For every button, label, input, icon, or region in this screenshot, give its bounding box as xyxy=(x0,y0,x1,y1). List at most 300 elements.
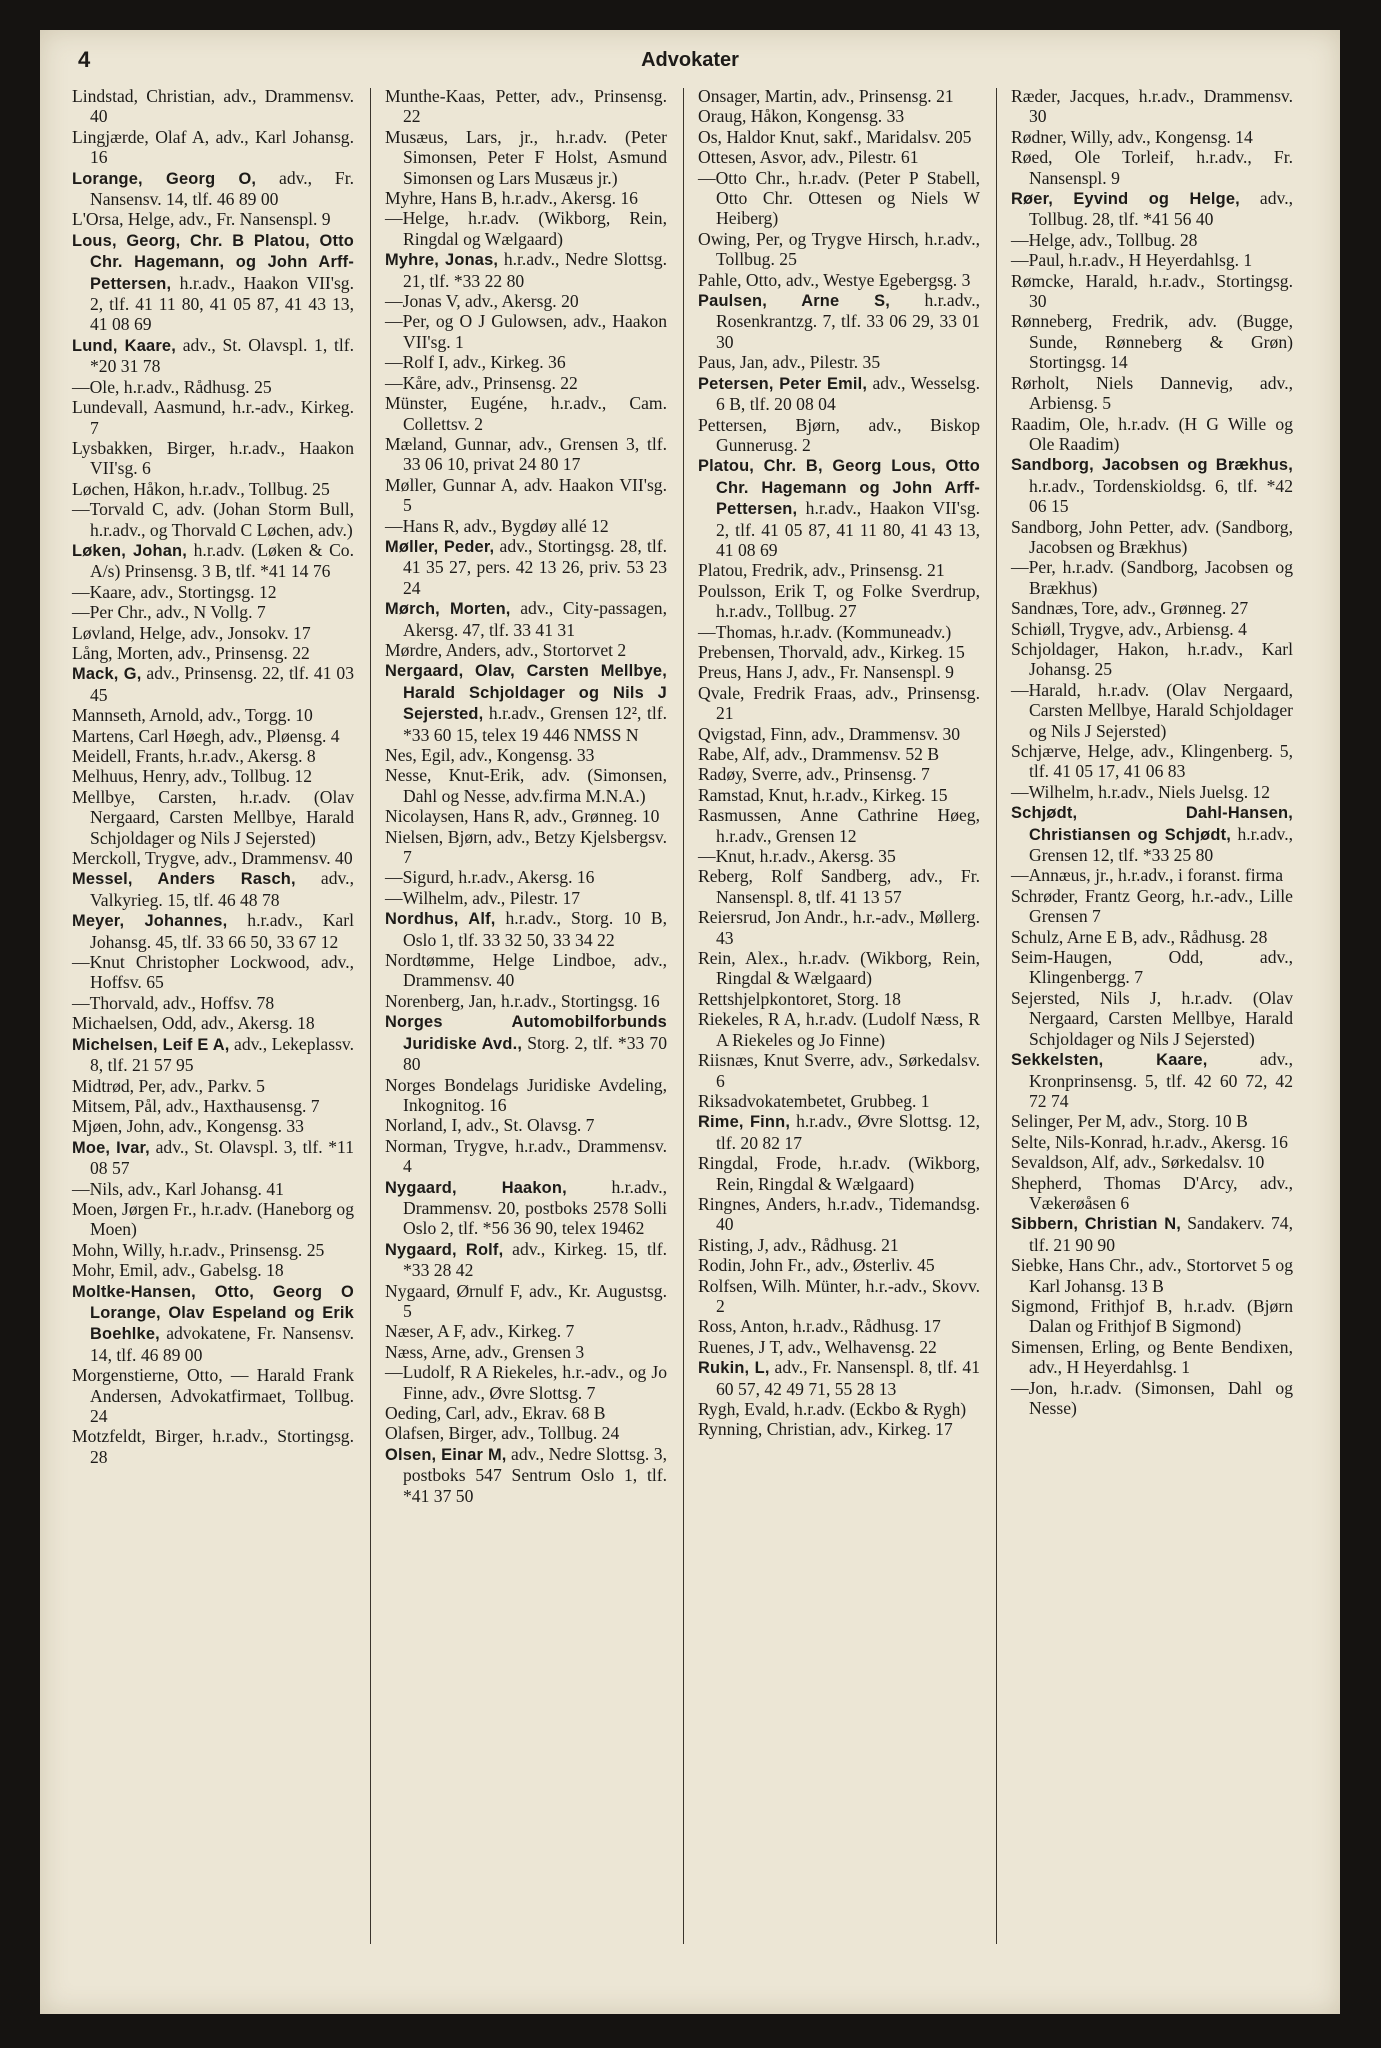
directory-entry xyxy=(698,724,980,744)
entry-name: Møller, Peder, xyxy=(385,537,495,556)
directory-entry xyxy=(72,993,354,1013)
entry-text: Røed, Ole Torleif, h.r.adv., Fr. Nansenspl. 9 xyxy=(1011,147,1293,188)
entry-text: Sandnæs, Tore, adv., Grønneg. 27 xyxy=(1011,598,1249,619)
entry-name: Nergaard, Olav, Carsten Mellbye, Harald Schjoldager og Nils J Sejersted, xyxy=(385,662,667,724)
entry-text: —Knut Christopher Lockwood, adv., Hoffsv. 65 xyxy=(72,952,354,993)
entry-text: Nes, Egil, adv., Kongensg. 33 xyxy=(385,745,595,765)
entry-text: Prebensen, Thorvald, adv., Kirkeg. 15 xyxy=(698,641,965,662)
directory-entry xyxy=(1011,414,1293,455)
entry-text: —Per, h.r.adv. (Sandborg, Jacobsen og Brækhus) xyxy=(1011,557,1293,598)
directory-column-3 xyxy=(698,86,980,1440)
entry-text: —Thorvald, adv., Hoffsv. 78 xyxy=(72,992,275,1013)
directory-entry xyxy=(1011,598,1293,618)
entry-text: Sandakerv. 74, tlf. 21 90 90 xyxy=(1029,1213,1293,1255)
entry-text: Mohn, Willy, h.r.adv., Prinsensg. 25 xyxy=(72,1239,325,1260)
entry-name: Sandborg, Jacobsen og Brækhus, xyxy=(1011,456,1293,475)
entry-text: Oeding, Carl, adv., Ekrav. 68 B xyxy=(385,1403,606,1423)
entry-name: Nordhus, Alf, xyxy=(385,910,496,929)
entry-text: Olafsen, Birger, adv., Tollbug. 24 xyxy=(385,1423,620,1444)
directory-entry xyxy=(72,868,354,910)
entry-text: Rein, Alex., h.r.adv. (Wikborg, Rein, Ringdal & Wælgaard) xyxy=(698,948,980,989)
directory-entry xyxy=(72,335,354,377)
directory-entry xyxy=(72,86,354,127)
entry-text: Melhuus, Henry, adv., Tollbug. 12 xyxy=(72,766,313,787)
entry-text: Sigmond, Frithjof B, h.r.adv. (Bjørn Dalan og Frithjof B Sigmond) xyxy=(1011,1295,1293,1337)
directory-entry xyxy=(72,602,354,622)
entry-text: Norenberg, Jan, h.r.adv., Stortingsg. 16 xyxy=(385,990,660,1011)
entry-text: h.r.adv., Storg. 10 B, Oslo 1, tlf. 33 32 50, 33 34 22 xyxy=(403,908,667,950)
directory-entry xyxy=(385,1362,667,1403)
directory-entry xyxy=(385,640,667,660)
entry-name: Lous, Georg, Chr. B Platou, Otto Chr. Hagemann, og John Arff-Pettersen, xyxy=(72,231,354,293)
entry-text: Løchen, Håkon, h.r.adv., Tollbug. 25 xyxy=(72,478,330,499)
directory-entry xyxy=(698,86,980,106)
entry-text: h.r.adv., Øvre Slottsg. 12, tlf. 20 82 17 xyxy=(716,1111,980,1153)
directory-entry xyxy=(72,1260,354,1280)
directory-entry xyxy=(1011,1337,1293,1378)
entry-text: Mitsem, Pål, adv., Haxthausensg. 7 xyxy=(72,1095,320,1116)
directory-entry xyxy=(1011,557,1293,598)
directory-entry xyxy=(698,1091,980,1111)
entry-name: Rime, Finn, xyxy=(698,1113,791,1132)
entry-name: Myhre, Jonas, xyxy=(385,251,499,270)
entry-text: Pahle, Otto, adv., Westye Egebergsg. 3 xyxy=(698,269,971,290)
directory-entry xyxy=(72,623,354,643)
directory-entry xyxy=(698,1194,980,1235)
entry-name: Sibbern, Christian N, xyxy=(1011,1215,1181,1234)
directory-entry xyxy=(1011,86,1293,127)
directory-entry xyxy=(72,230,354,335)
directory-entry xyxy=(698,764,980,784)
directory-entry xyxy=(698,907,980,948)
directory-entry xyxy=(385,516,667,536)
directory-entry xyxy=(385,1281,667,1322)
directory-entry xyxy=(385,393,667,434)
entry-name: Mørch, Morten, xyxy=(385,600,511,619)
directory-entry xyxy=(72,127,354,168)
entry-text: Mannseth, Arnold, adv., Torgg. 10 xyxy=(72,705,313,726)
directory-entry xyxy=(385,188,667,208)
entry-name: Lorange, Georg O, xyxy=(72,169,257,188)
entry-text: Mørdre, Anders, adv., Stortorvet 2 xyxy=(385,639,627,660)
directory-entry xyxy=(1011,1049,1293,1111)
entry-name: Moe, Ivar, xyxy=(72,1138,150,1157)
entry-text: Nygaard, Ørnulf F, adv., Kr. Augustsg. 5 xyxy=(385,1280,667,1321)
directory-entry xyxy=(698,147,980,167)
entry-text: —Helge, adv., Tollbug. 28 xyxy=(1011,229,1198,250)
directory-entry xyxy=(385,352,667,372)
entry-text: Reberg, Rolf Sandberg, adv., Fr. Nansenspl. 8, tlf. 41 13 57 xyxy=(698,866,980,907)
entry-name: Meyer, Johannes, xyxy=(72,912,228,931)
entry-text: —Kåre, adv., Prinsensg. 22 xyxy=(385,372,578,393)
entry-text: Riekeles, R A, h.r.adv. (Ludolf Næss, R A Riekeles og Jo Finne) xyxy=(698,1009,980,1050)
directory-entry xyxy=(385,434,667,475)
entry-text: Rolfsen, Wilh. Münter, h.r.-adv., Skovv. 2 xyxy=(698,1275,980,1316)
entry-text: h.r.adv., Tordenskioldsg. 6, tlf. *42 06 15 xyxy=(1029,475,1293,517)
column-rule xyxy=(370,88,371,1944)
entry-text: Morgenstierne, Otto, — Harald Frank Andersen, Advokatfirmaet, Tollbug. 24 xyxy=(72,1365,354,1426)
entry-name: Røer, Eyvind og Helge, xyxy=(1011,190,1240,209)
entry-text: Pettersen, Bjørn, adv., Biskop Gunnerusg. 2 xyxy=(698,414,980,455)
entry-text: Martens, Carl Høegh, adv., Pløensg. 4 xyxy=(72,725,340,746)
entry-text: Rodin, John Fr., adv., Østerliv. 45 xyxy=(698,1255,935,1276)
entry-text: Riksadvokatembetet, Grubbeg. 1 xyxy=(698,1090,930,1111)
directory-entry xyxy=(1011,1213,1293,1255)
directory-entry xyxy=(385,249,667,291)
directory-entry xyxy=(72,540,354,582)
directory-entry xyxy=(72,1076,354,1096)
directory-entry xyxy=(385,291,667,311)
directory-entry xyxy=(698,127,980,147)
directory-entry xyxy=(1011,988,1293,1049)
entry-text: Næser, A F, adv., Kirkeg. 7 xyxy=(385,1321,575,1342)
entry-text: —Jonas V, adv., Akersg. 20 xyxy=(385,291,579,312)
directory-entry xyxy=(698,1009,980,1050)
directory-entry xyxy=(72,1116,354,1136)
entry-text: h.r.adv., Karl Johansg. 45, tlf. 33 66 50, 33 67 12 xyxy=(90,910,354,952)
directory-entry xyxy=(1011,271,1293,312)
directory-entry xyxy=(1011,947,1293,988)
directory-entry xyxy=(385,908,667,950)
entry-text: Onsager, Martin, adv., Prinsensg. 21 xyxy=(698,86,954,106)
directory-entry xyxy=(385,1177,667,1239)
entry-text: —Wilhelm, adv., Pilestr. 17 xyxy=(385,887,581,908)
directory-entry xyxy=(1011,454,1293,516)
directory-entry xyxy=(385,950,667,991)
directory-entry xyxy=(72,479,354,499)
directory-entry xyxy=(385,373,667,393)
directory-entry xyxy=(1011,147,1293,188)
directory-entry xyxy=(385,127,667,188)
directory-entry xyxy=(72,705,354,725)
entry-text: Rynning, Christian, adv., Kirkeg. 17 xyxy=(698,1419,953,1440)
directory-entry xyxy=(698,1111,980,1153)
directory-entry xyxy=(72,1240,354,1260)
entry-text: Schjoldager, Hakon, h.r.adv., Karl Johansg. 25 xyxy=(1011,638,1293,680)
directory-entry xyxy=(698,290,980,352)
entry-text: Qvigstad, Finn, adv., Drammensv. 30 xyxy=(698,723,961,744)
directory-entry xyxy=(385,660,667,745)
entry-text: Platou, Fredrik, adv., Prinsensg. 21 xyxy=(698,560,945,581)
directory-entry xyxy=(1011,1378,1293,1419)
directory-column-1 xyxy=(72,86,354,1467)
directory-entry xyxy=(698,1316,980,1336)
entry-text: adv., City-passagen, Akersg. 47, tlf. 33 41 31 xyxy=(403,598,667,640)
directory-entry xyxy=(698,948,980,989)
directory-entry xyxy=(385,536,667,598)
directory-entry xyxy=(698,373,980,415)
entry-text: Os, Haldor Knut, sakf., Maridalsv. 205 xyxy=(698,126,972,147)
entry-text: Rønneberg, Fredrik, adv. (Bugge, Sunde, Rønneberg & Grøn) Stortingsg. 14 xyxy=(1011,311,1293,373)
directory-entry xyxy=(72,438,354,479)
directory-page xyxy=(40,30,1340,2014)
entry-text: Ringdal, Frode, h.r.adv. (Wikborg, Rein, Ringdal & Wælgaard) xyxy=(698,1153,980,1194)
entry-text: Ramstad, Knut, h.r.adv., Kirkeg. 15 xyxy=(698,784,948,805)
entry-text: Schiøll, Trygve, adv., Arbiensg. 4 xyxy=(1011,618,1247,639)
directory-entry xyxy=(1011,1296,1293,1337)
directory-entry xyxy=(72,209,354,229)
directory-entry xyxy=(385,475,667,516)
entry-name: Platou, Chr. B, Georg Lous, Otto Chr. Hagemann og John Arff-Pettersen, xyxy=(698,457,980,519)
entry-text: Poulsson, Erik T, og Folke Sverdrup, h.r.adv., Tollbug. 27 xyxy=(698,580,980,622)
entry-text: adv., Nedre Slottsg. 3, postboks 547 Sentrum Oslo 1, tlf. *41 37 50 xyxy=(403,1443,667,1506)
directory-entry xyxy=(698,560,980,580)
entry-name: Petersen, Peter Emil, xyxy=(698,374,868,393)
entry-text: —Otto Chr., h.r.adv. (Peter P Stabell, Otto Chr. Ottesen og Niels W Heiberg) xyxy=(698,167,980,229)
directory-entry xyxy=(72,1426,354,1467)
entry-text: —Thomas, h.r.adv. (Kommuneadv.) xyxy=(698,621,952,642)
directory-entry xyxy=(698,352,980,372)
directory-entry xyxy=(72,377,354,397)
entry-text: —Harald, h.r.adv. (Olav Nergaard, Carsten Mellbye, Harald Schjoldager og Nils J Sejersted) xyxy=(1011,679,1293,741)
directory-entry xyxy=(72,1096,354,1116)
entry-text: Schulz, Arne E B, adv., Rådhusg. 28 xyxy=(1011,926,1268,947)
directory-entry xyxy=(698,683,980,724)
entry-text: Ross, Anton, h.r.adv., Rådhusg. 17 xyxy=(698,1316,941,1337)
directory-entry xyxy=(1011,127,1293,147)
entry-name: Moltke-Hansen, Otto, Georg O Lorange, Olav Espeland og Erik Boehlke, xyxy=(72,1282,354,1344)
directory-entry xyxy=(698,1419,980,1439)
entry-text: —Helge, h.r.adv. (Wikborg, Rein, Ringdal og Wælgaard) xyxy=(385,208,667,249)
directory-entry xyxy=(385,1403,667,1423)
directory-entry xyxy=(72,499,354,540)
directory-entry xyxy=(698,168,980,229)
entry-text: h.r.adv., Grensen 12², tlf. *33 60 15, telex 19 446 NMSS N xyxy=(403,703,667,745)
directory-entry xyxy=(698,744,980,764)
entry-text: Paus, Jan, adv., Pilestr. 35 xyxy=(698,352,881,373)
directory-entry xyxy=(698,1357,980,1399)
directory-entry xyxy=(698,415,980,456)
entry-text: Musæus, Lars, jr., h.r.adv. (Peter Simonsen, Peter F Holst, Asmund Simonsen og Lars Musæus jr.) xyxy=(385,126,667,188)
entry-text: Rasmussen, Anne Cathrine Høeg, h.r.adv., Grensen 12 xyxy=(698,805,980,846)
directory-entry xyxy=(72,397,354,438)
directory-entry xyxy=(1011,1255,1293,1296)
entry-text: Selinger, Per M, adv., Storg. 10 B xyxy=(1011,1111,1248,1132)
entry-text: adv., Fr. Nansensv. 14, tlf. 46 89 00 xyxy=(90,167,354,210)
directory-entry xyxy=(698,106,980,126)
directory-entry xyxy=(1011,1111,1293,1131)
entry-text: adv., Kronprinsensg. 5, tlf. 42 60 72, 42 72 74 xyxy=(1029,1049,1293,1111)
directory-entry xyxy=(698,989,980,1009)
directory-entry xyxy=(1011,517,1293,558)
entry-text: Reiersrud, Jon Andr., h.r.-adv., Møllerg. 43 xyxy=(698,907,980,948)
entry-text: adv., Prinsensg. 22, tlf. 41 03 45 xyxy=(90,663,354,705)
entry-text: Mellbye, Carsten, h.r.adv. (Olav Nergaard, Carsten Mellbye, Harald Schjoldager og Nils J Sejersted) xyxy=(72,786,354,848)
directory-entry xyxy=(698,455,980,560)
directory-entry xyxy=(385,765,667,806)
entry-text: Mjøen, John, adv., Kongensg. 33 xyxy=(72,1116,304,1137)
directory-entry xyxy=(385,1136,667,1177)
directory-entry xyxy=(1011,927,1293,947)
entry-text: Nordtømme, Helge Lindboe, adv., Drammensv. 40 xyxy=(385,950,667,991)
entry-text: Norman, Trygve, h.r.adv., Drammensv. 4 xyxy=(385,1135,667,1177)
entry-text: —Paul, h.r.adv., H Heyerdahlsg. 1 xyxy=(1011,250,1253,271)
entry-text: Møller, Gunnar A, adv. Haakon VII'sg. 5 xyxy=(385,474,667,516)
entry-text: Schjærve, Helge, adv., Klingenberg. 5, tlf. 41 05 17, 41 06 83 xyxy=(1011,741,1293,782)
directory-entry xyxy=(698,229,980,270)
entry-name: Nygaard, Rolf, xyxy=(385,1240,504,1259)
directory-entry xyxy=(385,1115,667,1135)
entry-text: Owing, Per, og Trygve Hirsch, h.r.adv., Tollbug. 25 xyxy=(698,228,980,270)
directory-entry xyxy=(1011,311,1293,372)
entry-text: —Sigurd, h.r.adv., Akersg. 16 xyxy=(385,867,595,888)
entry-text: Michaelsen, Odd, adv., Akersg. 18 xyxy=(72,1013,315,1034)
directory-entry xyxy=(698,1050,980,1091)
directory-entry xyxy=(698,1399,980,1419)
entry-text: h.r.adv., Nedre Slottsg. 21, tlf. *33 22 80 xyxy=(403,249,667,291)
entry-name: Olsen, Einar M, xyxy=(385,1445,507,1464)
entry-text: h.r.adv. (Løken & Co. A/s) Prinsensg. 3 B, tlf. *41 14 76 xyxy=(90,539,355,582)
directory-entry xyxy=(72,168,354,210)
entry-text: —Rolf I, adv., Kirkeg. 36 xyxy=(385,352,566,373)
directory-entry xyxy=(1011,1152,1293,1172)
directory-column-4 xyxy=(1011,86,1293,1418)
directory-entry xyxy=(385,86,667,127)
directory-entry xyxy=(1011,188,1293,230)
entry-text: Lindstad, Christian, adv., Drammensv. 40 xyxy=(72,86,354,127)
directory-entry xyxy=(1011,782,1293,802)
entry-text: Selte, Nils-Konrad, h.r.adv., Akersg. 16 xyxy=(1011,1131,1288,1152)
entry-text: Riisnæs, Knut Sverre, adv., Sørkedalsv. 6 xyxy=(698,1050,980,1091)
entry-name: Løken, Johan, xyxy=(72,541,188,560)
directory-entry xyxy=(1011,250,1293,270)
entry-text: Storg. 2, tlf. *33 70 80 xyxy=(403,1032,667,1075)
directory-entry xyxy=(72,952,354,993)
directory-entry xyxy=(1011,680,1293,741)
directory-entry xyxy=(1011,741,1293,782)
entry-text: Munthe-Kaas, Petter, adv., Prinsensg. 22 xyxy=(385,86,667,127)
directory-entry xyxy=(385,867,667,887)
entry-text: —Ole, h.r.adv., Rådhusg. 25 xyxy=(72,376,272,397)
entry-text: Ringnes, Anders, h.r.adv., Tidemandsg. 40 xyxy=(698,1193,980,1235)
directory-entry xyxy=(385,208,667,249)
directory-entry xyxy=(1011,865,1293,885)
entry-text: Nicolaysen, Hans R, adv., Grønneg. 10 xyxy=(385,806,660,827)
directory-entry xyxy=(72,1137,354,1179)
directory-entry xyxy=(385,1075,667,1116)
column-rule xyxy=(996,88,997,1944)
entry-text: h.r.adv., Drammensv. 20, postboks 2578 Solli Oslo 2, tlf. *56 36 90, telex 19462 xyxy=(403,1176,667,1239)
directory-entry xyxy=(72,1281,354,1366)
directory-entry xyxy=(698,1235,980,1255)
entry-name: Sekkelsten, Kaare, xyxy=(1011,1051,1208,1070)
entry-text: Lingjærde, Olaf A, adv., Karl Johansg. 16 xyxy=(72,126,354,168)
column-rule xyxy=(683,88,684,1944)
entry-text: Ræder, Jacques, h.r.adv., Drammensv. 30 xyxy=(1011,86,1293,127)
page-number: 4 xyxy=(78,47,91,72)
entry-text: Midtrød, Per, adv., Parkv. 5 xyxy=(72,1075,265,1096)
entry-text: Mæland, Gunnar, adv., Grensen 3, tlf. 33 06 10, privat 24 80 17 xyxy=(385,433,667,475)
entry-text: Münster, Eugéne, h.r.adv., Cam. Collettsv. 2 xyxy=(385,393,667,434)
entry-text: adv., Stortingsg. 28, tlf. 41 35 27, pers. 42 13 26, priv. 53 23 24 xyxy=(403,535,667,598)
directory-entry xyxy=(698,1337,980,1357)
directory-entry xyxy=(72,643,354,663)
entry-text: Meidell, Frants, h.r.adv., Akersg. 8 xyxy=(72,746,316,766)
entry-text: Qvale, Fredrik Fraas, adv., Prinsensg. 21 xyxy=(698,682,980,724)
directory-entry xyxy=(1011,639,1293,680)
entry-text: Nielsen, Bjørn, adv., Betzy Kjelsbergsv. 7 xyxy=(385,826,667,868)
entry-text: Rabe, Alf, adv., Drammensv. 52 B xyxy=(698,744,940,764)
directory-entry xyxy=(1011,1173,1293,1214)
directory-entry xyxy=(72,1199,354,1240)
entry-text: Sandborg, John Petter, adv. (Sandborg, Jacobsen og Brækhus) xyxy=(1011,516,1293,557)
directory-entry xyxy=(698,642,980,662)
directory-entry xyxy=(385,827,667,868)
entry-text: adv., Valkyrieg. 15, tlf. 46 48 78 xyxy=(90,868,354,910)
entry-name: Paulsen, Arne S, xyxy=(698,292,891,311)
directory-entry xyxy=(698,622,980,642)
entry-text: adv., Lekeplassv. 8, tlf. 21 57 95 xyxy=(90,1033,354,1076)
directory-entry xyxy=(385,806,667,826)
entry-text: Motzfeldt, Birger, h.r.adv., Stortingsg. 28 xyxy=(72,1426,354,1467)
entry-name: Nygaard, Haakon, xyxy=(385,1178,567,1197)
entry-text: —Per, og O J Gulowsen, adv., Haakon VII'sg. 1 xyxy=(385,311,667,352)
entry-text: Lång, Morten, adv., Prinsensg. 22 xyxy=(72,642,310,663)
entry-text: Schrøder, Frantz Georg, h.r.-adv., Lille Grensen 7 xyxy=(1011,885,1293,927)
entry-text: Preus, Hans J, adv., Fr. Nansenspl. 9 xyxy=(698,662,954,683)
entry-text: Moen, Jørgen Fr., h.r.adv. (Haneborg og Moen) xyxy=(72,1198,354,1240)
entry-text: Simensen, Erling, og Bente Bendixen, adv., H Heyerdahlsg. 1 xyxy=(1011,1336,1293,1378)
entry-text: Rørholt, Niels Dannevig, adv., Arbiensg. 5 xyxy=(1011,372,1293,414)
entry-text: —Knut, h.r.adv., Akersg. 35 xyxy=(698,846,896,867)
entry-name: Rukin, L, xyxy=(698,1359,770,1378)
directory-entry xyxy=(385,745,667,765)
entry-text: —Jon, h.r.adv. (Simonsen, Dahl og Nesse) xyxy=(1011,1377,1293,1418)
directory-entry xyxy=(698,846,980,866)
directory-entry xyxy=(72,582,354,602)
directory-entry xyxy=(72,746,354,766)
entry-text: Sejersted, Nils J, h.r.adv. (Olav Nergaard, Carsten Mellbye, Harald Schjoldager og Nils J Sejersted) xyxy=(1011,987,1293,1049)
entry-text: —Ludolf, R A Riekeles, h.r.-adv., og Jo Finne, adv., Øvre Slottsg. 7 xyxy=(385,1362,667,1403)
entry-text: Lysbakken, Birger, h.r.adv., Haakon VII'sg. 6 xyxy=(72,437,354,479)
entry-text: h.r.adv., Rosenkrantzg. 7, tlf. 33 06 29, 33 01 30 xyxy=(716,290,980,352)
entry-text: Næss, Arne, adv., Grensen 3 xyxy=(385,1341,585,1362)
entry-text: Ottesen, Asvor, adv., Pilestr. 61 xyxy=(698,147,919,168)
entry-text: Rødner, Willy, adv., Kongensg. 14 xyxy=(1011,126,1253,147)
directory-entry xyxy=(1011,230,1293,250)
directory-entry xyxy=(385,991,667,1011)
directory-entry xyxy=(698,1153,980,1194)
entry-text: adv., Wesselsg. 6 B, tlf. 20 08 04 xyxy=(716,372,980,415)
directory-column-2 xyxy=(385,86,667,1506)
entry-name: Schjødt, Dahl-Hansen, Christiansen og Schjødt, xyxy=(1011,804,1293,844)
entry-text: —Wilhelm, h.r.adv., Niels Juelsg. 12 xyxy=(1011,781,1271,802)
entry-text: h.r.adv., Haakon VII'sg. 2, tlf. 41 05 87, 41 11 80, 41 43 13, 41 08 69 xyxy=(716,498,980,560)
directory-entry xyxy=(385,888,667,908)
entry-text: advokatene, Fr. Nansensv. 14, tlf. 46 89 00 xyxy=(90,1323,354,1365)
entry-text: L'Orsa, Helge, adv., Fr. Nansenspl. 9 xyxy=(72,209,331,230)
directory-entry xyxy=(72,1013,354,1033)
entry-text: Siebke, Hans Chr., adv., Stortorvet 5 og Karl Johansg. 13 B xyxy=(1011,1255,1293,1296)
directory-entry xyxy=(1011,802,1293,865)
directory-entry xyxy=(72,848,354,868)
directory-entry xyxy=(698,662,980,682)
directory-entry xyxy=(72,766,354,786)
entry-text: Risting, J, adv., Rådhusg. 21 xyxy=(698,1234,899,1255)
directory-entry xyxy=(385,1444,667,1506)
directory-entry xyxy=(385,1239,667,1281)
entry-text: —Kaare, adv., Stortingsg. 12 xyxy=(72,581,277,602)
directory-entry xyxy=(72,663,354,705)
entry-text: Oraug, Håkon, Kongensg. 33 xyxy=(698,106,905,127)
entry-text: —Nils, adv., Karl Johansg. 41 xyxy=(72,1178,284,1199)
entry-text: adv., Tollbug. 28, tlf. *41 56 40 xyxy=(1029,188,1293,230)
entry-name: Michelsen, Leif E A, xyxy=(72,1035,230,1054)
entry-text: Norges Bondelags Juridiske Avdeling, Inkognitog. 16 xyxy=(385,1074,667,1115)
entry-text: —Annæus, jr., h.r.adv., i foranst. firma xyxy=(1011,865,1284,886)
directory-entry xyxy=(385,1342,667,1362)
directory-entry xyxy=(698,805,980,846)
